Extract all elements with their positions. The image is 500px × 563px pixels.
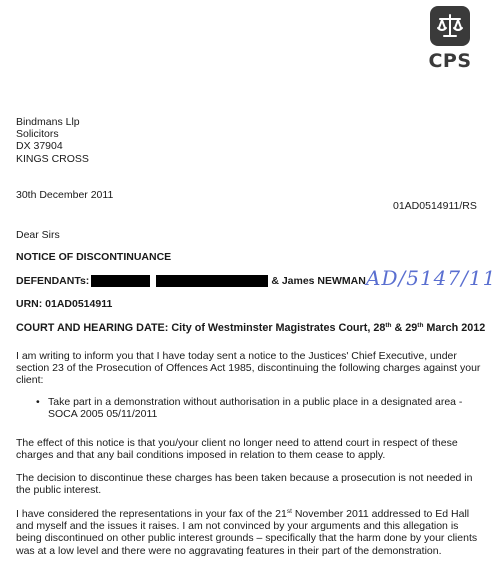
reference-number: 01AD0514911/RS <box>393 200 477 212</box>
considered-paragraph: I have considered the representations in your fax of the 21st November 2011 addressed to Ed Hall and myself and the issues it raises. I am not convinced by your arguments and this allegation is being discontinued on other public interest grounds – specifically that the harm done by your clients was at a low level and there were no aggravating features in their part of the demonstration. <box>16 508 478 557</box>
charge-list-item <box>36 396 476 420</box>
recipient-address <box>16 116 89 165</box>
address-line: KINGS CROSS <box>16 152 89 165</box>
bullet-icon: • <box>36 396 40 408</box>
cps-logo <box>424 6 476 76</box>
court-hearing-date: COURT AND HEARING DATE: City of Westminster Magistrates Court, 28th & 29th March 2012 <box>16 322 486 334</box>
defendant-name: & James NEWMAN <box>271 275 366 287</box>
redaction-bar <box>91 275 150 287</box>
redaction-bar <box>156 275 268 287</box>
scales-of-justice-icon <box>430 6 470 46</box>
effect-paragraph: The effect of this notice is that you/your client no longer need to attend court in respect of these charges and that any bail conditions imposed in relation to them cease to apply. <box>16 437 458 462</box>
address-line: Bindmans Llp <box>16 116 80 128</box>
defendants-line <box>16 275 366 287</box>
address-line: DX 37904 <box>16 140 63 153</box>
handwritten-note: AD/5147/11 <box>366 266 497 290</box>
defendants-label: DEFENDANTs: <box>16 275 90 287</box>
urn-line: URN: 01AD0514911 <box>16 298 113 310</box>
decision-paragraph: The decision to discontinue these charges has been taken because a prosecution is not needed in the public interest. <box>16 472 473 497</box>
letter-date: 30th December 2011 <box>16 189 114 201</box>
intro-paragraph: I am writing to inform you that I have today sent a notice to the Justices' Chief Executive, under section 23 of the Prosecution of Offences Act 1985, discontinuing the following charges against your client: <box>16 350 481 387</box>
notice-heading: NOTICE OF DISCONTINUANCE <box>16 251 172 263</box>
logo-text: CPS <box>428 50 472 72</box>
salutation: Dear Sirs <box>16 229 60 241</box>
charge-text: Take part in a demonstration without authorisation in a public place in a designated area - SOCA 2005 05/11/2011 <box>48 396 463 421</box>
address-line: Solicitors <box>16 128 59 141</box>
